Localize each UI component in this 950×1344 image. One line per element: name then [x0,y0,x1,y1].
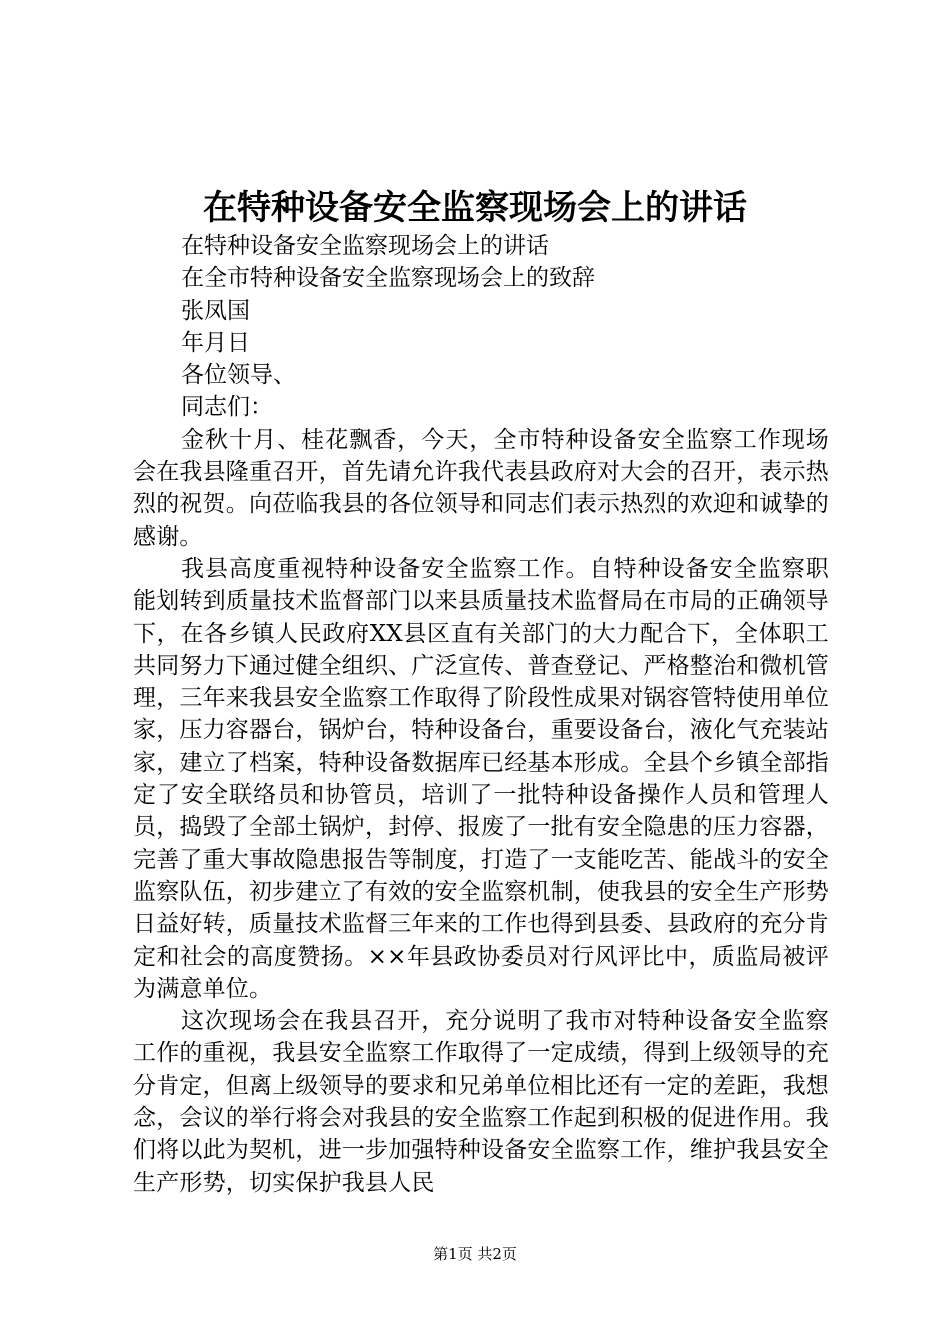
document-title: 在特种设备安全监察现场会上的讲话 [203,188,747,228]
body-paragraph: 我县高度重视特种设备安全监察工作。自特种设备安全监察职能划转到质量技术监督部门以来县质量技术监督局在市局的正确领导下，在各乡镇人民政府XX县区直有关部门的大力配合下，全体职工共同努力下通过健全组织、广泛宣传、普查登记、严格整治和微机管理，三年来我县安全监察工作取得了阶段性成果对锅容管特使用单位家，压力容器台，锅炉台，特种设备台，重要设备台，液化气充装站家，建立了档案，特种设备数据库已经基本形成。全县个乡镇全部指定了安全联络员和协管员，培训了一批特种设备操作人员和管理人员，捣毁了全部土锅炉，封停、报废了一批有安全隐患的压力容器，完善了重大事故隐患报告等制度，打造了一支能吃苦、能战斗的安全监察队伍，初步建立了有效的安全监察机制，使我县的安全生产形势日益好转，质量技术监督三年来的工作也得到县委、县政府的充分肯定和社会的高度赞扬。××年县政协委员对行风评比中，质监局被评为满意单位。 [133,555,829,1002]
body-paragraph: 这次现场会在我县召开，充分说明了我市对特种设备安全监察工作的重视，我县安全监察工作取得了一定成绩，得到上级领导的充分肯定，但离上级领导的要求和兄弟单位相比还有一定的差距，我想念，会议的举行将会对我县的安全监察工作起到积极的促进作用。我们将以此为契机，进一步加强特种设备安全监察工作，维护我县安全生产形势，切实保护我县人民 [133,1008,829,1196]
speaker-name: 张凤国 [181,297,250,324]
document-body [133,230,829,1199]
body-paragraph: 金秋十月、桂花飘香，今天，全市特种设备安全监察工作现场会在我县隆重召开，首先请允许我代表县政府对大会的召开，表示热烈的祝贺。向莅临我县的各位领导和同志们表示热烈的欢迎和诚挚的感谢。 [133,426,829,550]
salutation-line: 同志们： [181,394,273,421]
page-footer: 第1页 共2页 [433,1245,517,1263]
subtitle-line: 在特种设备安全监察现场会上的讲话 [181,233,549,259]
date-line: 年月日 [181,329,250,356]
salutation-line: 各位领导、 [181,362,296,389]
occasion-line: 在全市特种设备安全监察现场会上的致辞 [181,265,595,292]
